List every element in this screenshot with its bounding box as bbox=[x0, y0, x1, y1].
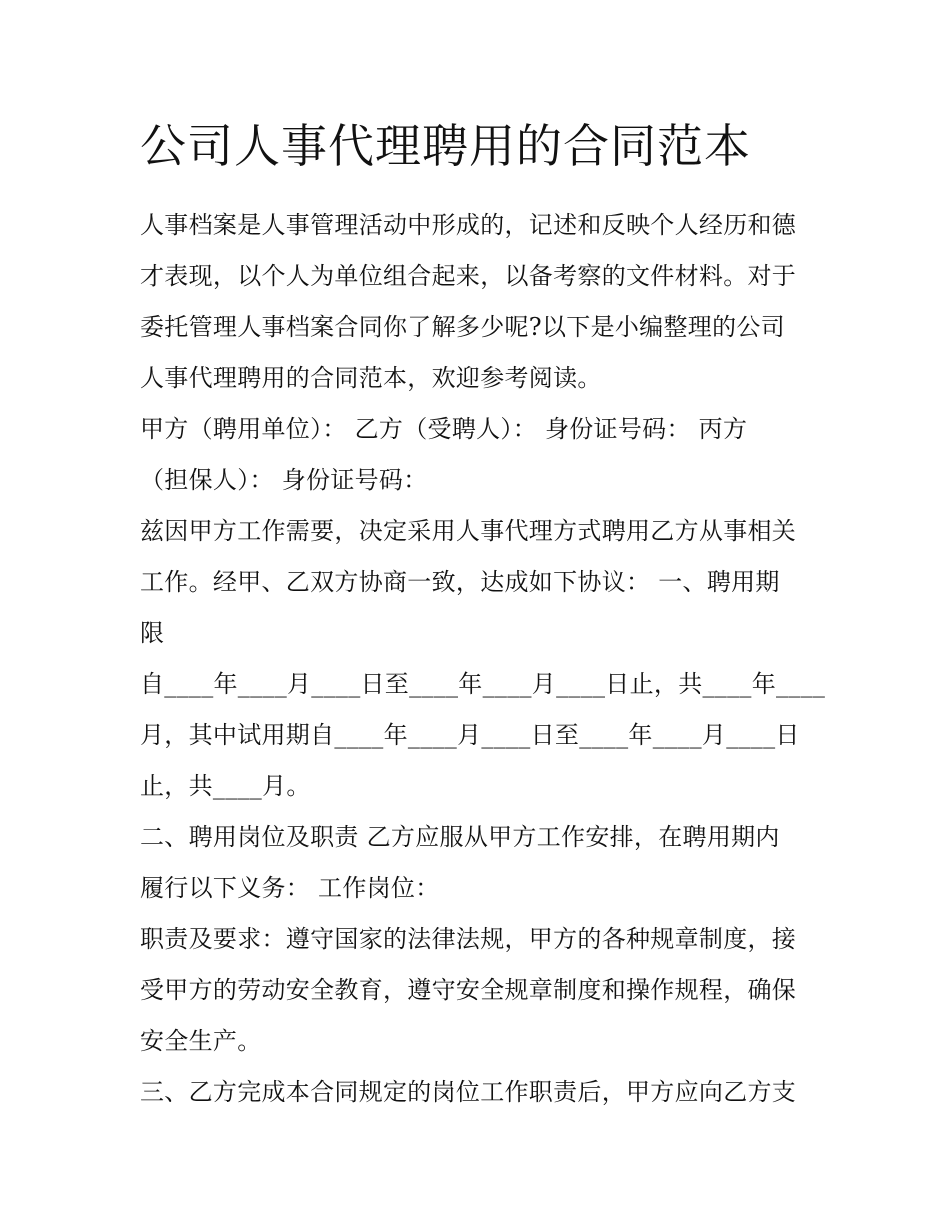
body-line: 二、聘用岗位及职责 乙方应服从甲方工作安排，在聘用期内 bbox=[140, 823, 780, 851]
body-line: 安全生产。 bbox=[140, 1027, 262, 1055]
body-line: 人事档案是人事管理活动中形成的，记述和反映个人经历和德 bbox=[140, 211, 797, 239]
body-line: 受甲方的劳动安全教育，遵守安全规章制度和操作规程，确保 bbox=[140, 976, 797, 1004]
body-line: 止，共____月。 bbox=[140, 772, 311, 800]
document-title: 公司人事代理聘用的合同范本 bbox=[140, 119, 751, 173]
document-body bbox=[140, 200, 830, 1118]
body-line: 履行以下义务： 工作岗位： bbox=[140, 874, 440, 902]
body-line: 委托管理人事档案合同你了解多少呢?以下是小编整理的公司 bbox=[140, 313, 785, 341]
body-line: 自____年____月____日至____年____月____日止，共____年____ bbox=[140, 670, 826, 698]
body-line: 才表现，以个人为单位组合起来，以备考察的文件材料。对于 bbox=[140, 262, 797, 290]
body-line: 甲方（聘用单位）： 乙方（受聘人）： 身份证号码： 丙方 bbox=[140, 415, 748, 443]
body-line: 兹因甲方工作需要，决定采用人事代理方式聘用乙方从事相关 bbox=[140, 517, 797, 545]
body-line: 工作。经甲、乙双方协商一致，达成如下协议： 一、聘用期 bbox=[140, 568, 780, 596]
body-line: 三、乙方完成本合同规定的岗位工作职责后，甲方应向乙方支 bbox=[140, 1078, 797, 1106]
body-line: （担保人）： 身份证号码： bbox=[140, 466, 428, 494]
body-line: 人事代理聘用的合同范本，欢迎参考阅读。 bbox=[140, 364, 602, 392]
body-line: 限 bbox=[140, 619, 165, 647]
body-line: 月，其中试用期自____年____月____日至____年____月____日 bbox=[140, 721, 800, 749]
body-line: 职责及要求：遵守国家的法律法规，甲方的各种规章制度，接 bbox=[140, 925, 797, 953]
